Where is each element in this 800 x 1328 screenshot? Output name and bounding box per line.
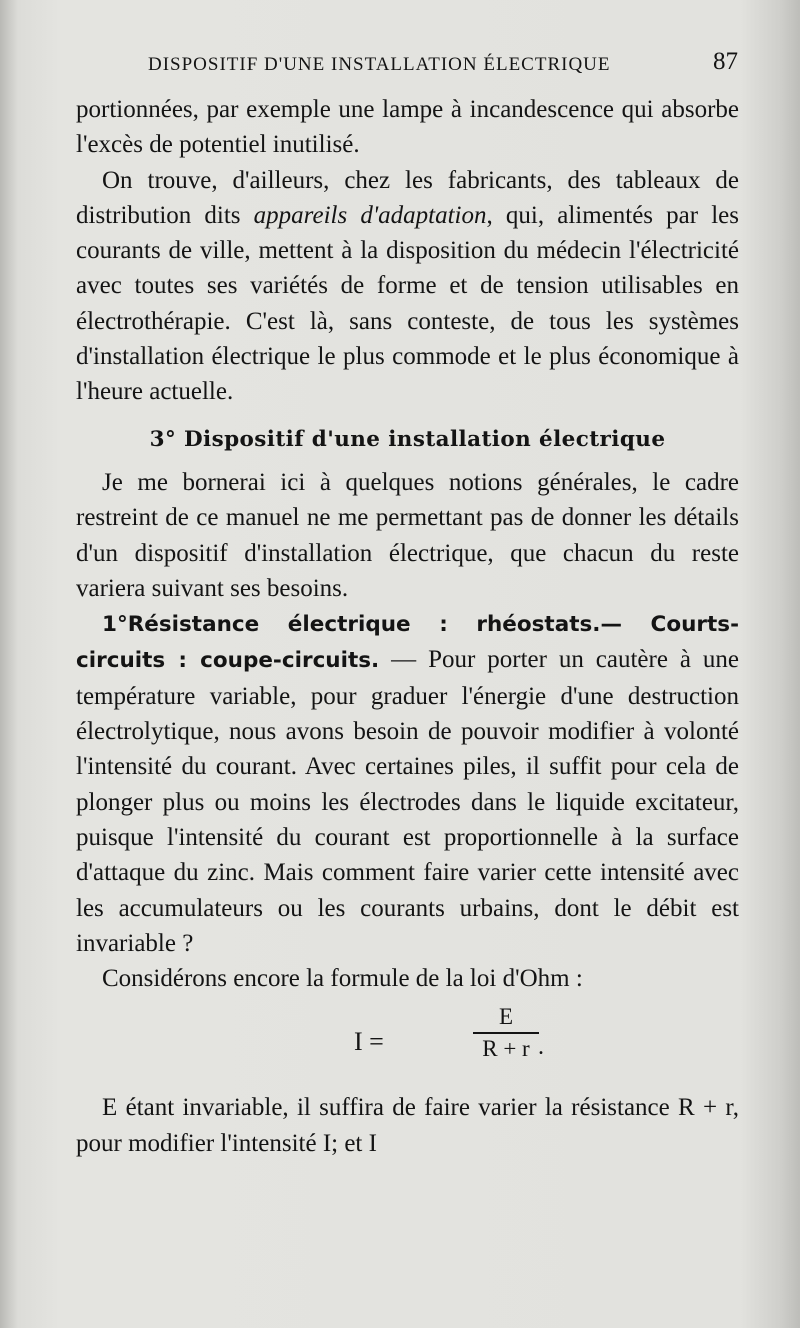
page-header bbox=[148, 44, 738, 84]
paragraph-4 bbox=[76, 606, 739, 961]
formula-lhs: I = bbox=[354, 1027, 384, 1057]
paragraph-6: E étant invariable, il suffira de faire varier la résistance R + r, pour modifier l'intensité I; et I bbox=[76, 1094, 739, 1157]
paragraph-1: portionnées, par exemple une lampe à incandescence qui absorbe l'excès de potentiel inutilisé. bbox=[76, 96, 739, 159]
paragraph-2 bbox=[76, 163, 739, 410]
section-title: 3° Dispositif d'une installation électrique bbox=[149, 426, 666, 452]
paragraph-2-text-a: On trouve, d'ailleurs, chez les fabricants, des tableaux de distribution dits bbox=[76, 166, 739, 229]
running-head: DISPOSITIF D'UNE INSTALLATION ÉLECTRIQUE bbox=[148, 54, 611, 75]
page-number: 87 bbox=[713, 48, 738, 75]
ohm-formula bbox=[76, 1000, 739, 1086]
italic-term: appareils d'adaptation bbox=[253, 201, 487, 229]
formula-trailing: . bbox=[538, 1034, 544, 1061]
formula-numerator: E bbox=[498, 1004, 514, 1030]
paragraph-5: Considérons encore la formule de la loi d'Ohm : bbox=[102, 965, 583, 993]
paragraph-2-text-b: , qui, alimentés par les courants de ville, mettent à la disposition du médecin l'électricité avec toutes ses variétés de forme et de tension utilisables en électrothérapie. C'est là, sans conteste, de tous les systèmes d'installation électrique le plus commode et le plus économique à l'heure actuelle. bbox=[76, 201, 739, 406]
paragraph-4-text: — Pour porter un cautère à une température variable, pour graduer l'énergie d'une destruction électrolytique, nous avons besoin de pouvoir modifier à volonté l'intensité du courant. Avec certaines piles, il suffit pour cela de plonger plus ou moins les électrodes dans le liquide excitateur, puisque l'intensité du courant est proportionnelle à la surface d'attaque du zinc. Mais comment faire varier cette intensité avec les accumulateurs ou les courants urbains, dont le débit est invariable ? bbox=[76, 646, 739, 957]
formula-denominator: R + r bbox=[482, 1036, 530, 1062]
body-text bbox=[76, 92, 739, 1161]
subsection-heading: 1°Résistance électrique : rhéostats.— Courts-circuits : coupe-circuits. bbox=[76, 612, 739, 674]
formula-fraction bbox=[471, 1002, 541, 1064]
paragraph-3: Je me bornerai ici à quelques notions générales, le cadre restreint de ce manuel ne me permettant pas de donner les détails d'un dispositif d'installation électrique, que chacun du reste variera suivant ses besoins. bbox=[76, 468, 739, 602]
